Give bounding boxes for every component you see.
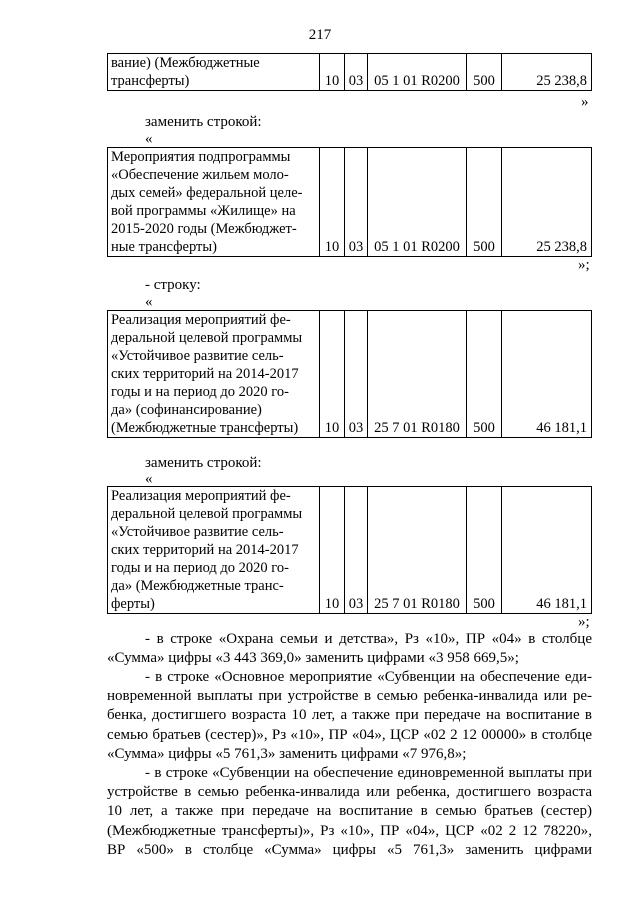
opening-quote: « bbox=[145, 294, 153, 310]
paragraph-line: - в строке «Субвенции на обеспечение единовременной выплаты при bbox=[145, 765, 592, 781]
paragraph-line: семью братьев (сестер)», Рз «10», ПР «04», ЦСР «02 2 12 00000» в столбце bbox=[107, 726, 592, 743]
budget-table-1 bbox=[107, 53, 592, 91]
paragraph-line: - в строке «Охрана семьи и детства», Рз «10», ПР «04» в столбце bbox=[145, 631, 592, 647]
name-line: вание) (Межбюджетные bbox=[111, 55, 260, 71]
name-line: да» (софинансирование) bbox=[111, 402, 262, 418]
pr-cell: 03 bbox=[345, 311, 368, 438]
paragraph-line: новременной выплаты при устройстве в семью ребенка-инвалида или ре- bbox=[107, 688, 592, 705]
name-line: вой программы «Жилище» на bbox=[111, 203, 296, 219]
paragraph-line: устройстве в семью ребенка-инвалида или ребенка, достигшего возраста bbox=[107, 784, 592, 801]
amendment-paragraph-2 bbox=[107, 668, 592, 764]
name-line: ских территорий на 2014-2017 bbox=[111, 366, 299, 382]
rz-cell: 10 bbox=[320, 487, 345, 614]
paragraph-line: - в строке «Основное мероприятие «Субвенции на обеспечение еди- bbox=[145, 669, 592, 685]
budget-table-2 bbox=[107, 147, 592, 257]
csr-cell: 05 1 01 R0200 bbox=[368, 148, 467, 257]
name-line: (Межбюджетные трансферты) bbox=[111, 420, 299, 436]
vr-cell: 500 bbox=[467, 148, 502, 257]
name-line: ные трансферты) bbox=[111, 239, 217, 255]
table-row bbox=[108, 148, 592, 257]
amendment-paragraph-1 bbox=[107, 630, 592, 668]
name-line: трансферты) bbox=[111, 73, 190, 89]
budget-table-4 bbox=[107, 486, 592, 614]
paragraph-line: 10 лет, а также при передаче на воспитание в семью братьев (сестер) bbox=[107, 803, 592, 820]
name-line: дых семей» федеральной целе- bbox=[111, 185, 303, 201]
csr-cell: 25 7 01 R0180 bbox=[368, 487, 467, 614]
row-name-cell bbox=[108, 487, 320, 614]
name-line: да» (Межбюджетные транс- bbox=[111, 578, 284, 594]
vr-cell: 500 bbox=[467, 311, 502, 438]
closing-quote: »; bbox=[578, 614, 590, 630]
pr-cell: 03 bbox=[345, 487, 368, 614]
table-row bbox=[108, 487, 592, 614]
closing-quote: » bbox=[581, 94, 589, 110]
name-line: годы и на период до 2020 го- bbox=[111, 560, 289, 576]
name-line: деральной целевой программы bbox=[111, 330, 303, 346]
paragraph-line: бенка, достигшего возраста 10 лет, а также при передаче на воспитание в bbox=[107, 707, 592, 724]
name-line: 2015-2020 годы (Межбюджет- bbox=[111, 221, 297, 237]
pr-cell: 03 bbox=[345, 54, 368, 91]
row-name-cell bbox=[108, 311, 320, 438]
name-line: годы и на период до 2020 го- bbox=[111, 384, 289, 400]
row-name-cell bbox=[108, 148, 320, 257]
row-name-cell bbox=[108, 54, 320, 91]
instruction-replace: заменить строкой: bbox=[145, 114, 262, 130]
opening-quote: « bbox=[145, 471, 153, 487]
name-line: деральной целевой программы bbox=[111, 506, 303, 522]
pr-cell: 03 bbox=[345, 148, 368, 257]
vr-cell: 500 bbox=[467, 487, 502, 614]
name-line: ферты) bbox=[111, 596, 155, 612]
name-line: Реализация мероприятий фе- bbox=[111, 312, 291, 328]
csr-cell: 05 1 01 R0200 bbox=[368, 54, 467, 91]
paragraph-line: ВР «500» в столбце «Сумма» цифры «5 761,3» заменить цифрами bbox=[107, 841, 592, 858]
sum-cell: 46 181,1 bbox=[502, 487, 592, 614]
rz-cell: 10 bbox=[320, 54, 345, 91]
instruction-replace: заменить строкой: bbox=[145, 455, 262, 471]
name-line: Мероприятия подпрограммы bbox=[111, 149, 291, 165]
csr-cell: 25 7 01 R0180 bbox=[368, 311, 467, 438]
table-row bbox=[108, 54, 592, 91]
name-line: «Устойчивое развитие сель- bbox=[111, 348, 284, 364]
name-line: «Устойчивое развитие сель- bbox=[111, 524, 284, 540]
table-row bbox=[108, 311, 592, 438]
sum-cell: 25 238,8 bbox=[502, 148, 592, 257]
name-line: «Обеспечение жильем моло- bbox=[111, 167, 289, 183]
sum-cell: 25 238,8 bbox=[502, 54, 592, 91]
paragraph-line: «Сумма» цифры «5 761,3» заменить цифрами «7 976,8»; bbox=[107, 745, 467, 762]
paragraph-line: (Межбюджетные трансферты)», Рз «10», ПР «04», ЦСР «02 2 12 78220», bbox=[107, 822, 592, 839]
name-line: Реализация мероприятий фе- bbox=[111, 488, 291, 504]
closing-quote: »; bbox=[578, 257, 590, 273]
vr-cell: 500 bbox=[467, 54, 502, 91]
name-line: ских территорий на 2014-2017 bbox=[111, 542, 299, 558]
page-number: 217 bbox=[308, 27, 332, 43]
budget-table-3 bbox=[107, 310, 592, 438]
rz-cell: 10 bbox=[320, 311, 345, 438]
opening-quote: « bbox=[145, 131, 153, 147]
rz-cell: 10 bbox=[320, 148, 345, 257]
instruction-row: - строку: bbox=[145, 277, 201, 293]
sum-cell: 46 181,1 bbox=[502, 311, 592, 438]
amendment-paragraph-3 bbox=[107, 764, 592, 860]
paragraph-line: «Сумма» цифры «3 443 369,0» заменить цифрами «3 958 669,5»; bbox=[107, 650, 519, 667]
